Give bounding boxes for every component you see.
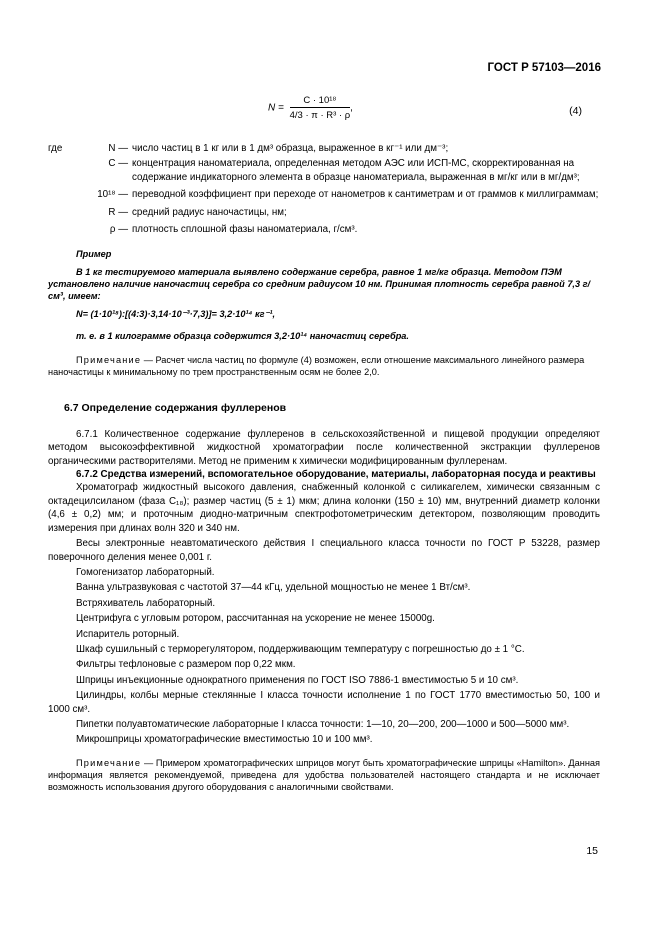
formula-number: (4) [569,105,582,117]
glossary-symbol: ρ — [109,224,128,236]
heading-6-7-2: 6.7.2 Средства измерений, вспомогательное оборудование, материалы, лабораторная посуда и реактивы [76,469,596,481]
glossary [48,142,600,236]
equipment-item: Гомогенизатор лабораторный. [76,566,215,578]
glossary-text: средний радиус наночастицы, нм; [132,206,287,218]
equipment-item: Пипетки полуавтоматические лабораторные I класса точности: 1—10, 20—200, 200—1000 и 500—5000 мм³. [76,718,570,730]
glossary-item [48,157,600,184]
equipment-item: Цилиндры, колбы мерные стеклянные I класса точности исполнение 1 по ГОСТ 1770 вместимостью 50, 100 и 1000 см³. [48,690,600,715]
equipment-item: Хроматограф жидкостный высокого давления, снабженный колонкой с силикагелем, химически связанным с октадецилсиланом (фаза C₁₈); размер частиц (5 ± 1) мкм; длина колонки (150 ± 10) мм, внутренний диаметр колонки (4,6 ± 0,2) мм; и проточным диодно-матричным спектрофотометрическим детектором, позволяющим проводить измерения при длинах волн 320 и 340 нм. [48,482,600,534]
paragraph-6-7-1: 6.7.1 Количественное содержание фуллеренов в сельскохозяйственной и пищевой продукции определяют методом высокоэффективной жидкостной хроматографии после количественной экстракции фуллеренов органическими растворителями. Метод не применим к химически модифицированным фуллеренам. [48,428,600,467]
equipment-item: Испаритель роторный. [76,628,180,640]
note-2-label: Примечание [76,757,142,768]
note-2 [48,757,600,793]
note-1-label: Примечание [76,355,142,366]
formula-trail: , [350,102,353,114]
equipment-item: Встряхиватель лабораторный. [76,597,216,609]
page-body [48,142,600,793]
page-number: 15 [586,845,598,857]
glossary-symbol: R — [108,206,128,218]
example-title: Пример [76,249,112,260]
glossary-item [48,142,600,155]
section-heading: 6.7 Определение содержания фуллеренов [64,402,287,415]
glossary-item [48,223,600,236]
glossary-symbol: 10¹⁸ — [97,189,128,201]
glossary-text: переводной коэффициент при переходе от нанометров к сантиметрам и от граммов к миллиграммам; [132,189,599,201]
formula-numerator: C · 10¹⁸ [290,95,351,108]
note-1 [48,354,600,378]
note-2-text: — Примером хроматографических шприцов могут быть хроматографические шприцы «Hamilton». Данная информация является рекомендуемой, приведена для удобства пользователей настоящего стандарта и не исключает возможность использования другого оборудования с аналогичными свойствами. [48,757,600,792]
equipment-item: Микрошприцы хроматографические вместимостью 10 и 100 мм³. [76,734,373,746]
note-1-text: — Расчет числа частиц по формуле (4) возможен, если отношение максимального линейного размера наночастицы к минимальному по трем пространственным осям не более 2,0. [48,355,585,378]
standard-header: ГОСТ Р 57103—2016 [487,62,601,74]
glossary-symbol: C — [108,158,128,170]
example-conclusion: т. е. в 1 килограмме образца содержится 3,2·10¹⁴ наночастиц серебра. [76,331,409,342]
formula-4 [268,95,353,121]
glossary-item [48,188,600,201]
equipment-item: Ванна ультразвуковая с частотой 37—44 кГц, удельной мощностью не менее 1 Вт/см³. [76,582,471,594]
equipment-item: Фильтры тефлоновые с размером пор 0,22 мкм. [76,659,296,671]
formula-lhs: N = [268,102,284,114]
formula-fraction [290,95,351,121]
equipment-item: Весы электронные неавтоматического действия I специального класса точности по ГОСТ Р 53228, размер поверочного деления менее 0,001 г. [48,538,600,563]
glossary-text: плотность сплошной фазы наноматериала, г/см³. [132,224,358,236]
glossary-text: число частиц в 1 кг или в 1 дм³ образца, выраженное в кг⁻¹ или дм⁻³; [132,143,449,154]
equipment-item: Шприцы инъекционные однократного применения по ГОСТ ISO 7886-1 вместимостью 5 и 10 см³. [76,674,519,686]
glossary-item [48,206,600,219]
equipment-item: Центрифуга с угловым ротором, рассчитанная на ускорение не менее 15000g. [76,613,435,625]
glossary-text: концентрация наноматериала, определенная методом АЭС или ИСП-МС, скорректированная на содержание индикаторного элемента в образце наноматериала, выраженная в мг/кг или в мг/дм³; [132,158,580,183]
example-text: В 1 кг тестируемого материала выявлено содержание серебра, равное 1 мг/кг образца. Методом ПЭМ установлено наличие наночастиц серебра со средним радиусом 10 нм. Принимая плотность серебра равной 7,3 г/см³, имеем: [48,267,591,302]
glossary-symbol: N — [108,143,128,154]
glossary-where: где [48,143,63,154]
example-calc: N= (1·10¹⁸):[(4:3)·3,14·10⁻³·7,3)]= 3,2·10¹⁴ кг⁻¹, [76,309,276,320]
formula-denominator: 4/3 · π · R³ · ρ [289,110,351,121]
equipment-item: Шкаф сушильный с терморегулятором, поддерживающим температуру с погрешностью до ± 1 °С. [76,643,525,655]
